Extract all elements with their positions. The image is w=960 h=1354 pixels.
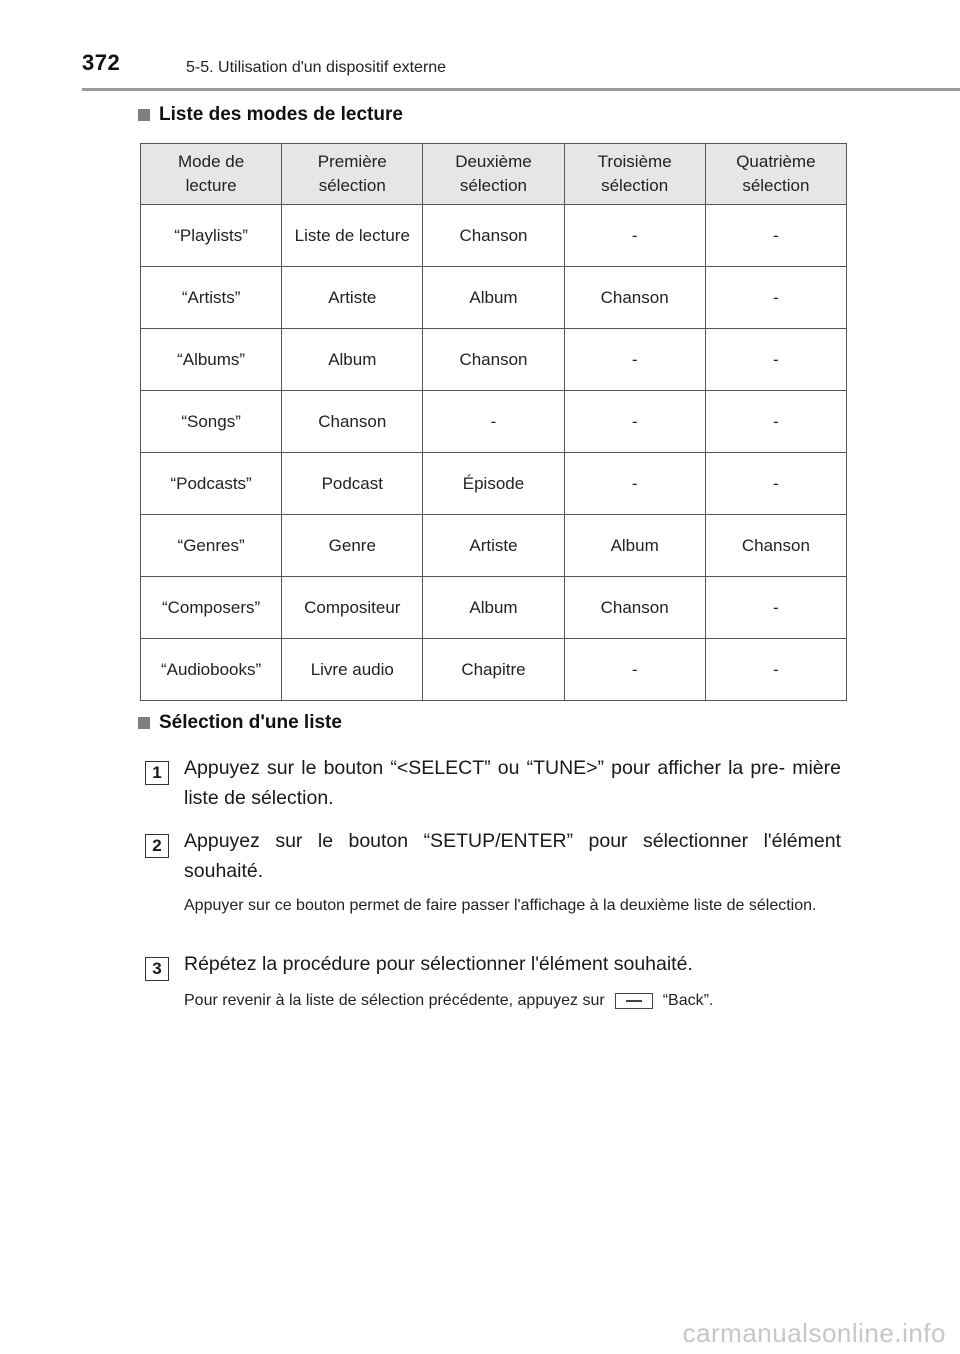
- table-cell: Album: [423, 267, 564, 329]
- table-cell: “Albums”: [141, 329, 282, 391]
- table-cell: Album: [564, 515, 705, 577]
- playback-modes-heading: [138, 104, 403, 126]
- table-cell: -: [705, 577, 846, 639]
- step-number-badge: 2: [145, 834, 169, 858]
- table-cell: “Playlists”: [141, 205, 282, 267]
- table-cell: Album: [282, 329, 423, 391]
- table-cell: Chanson: [564, 267, 705, 329]
- table-cell: Genre: [282, 515, 423, 577]
- table-cell: Chanson: [423, 205, 564, 267]
- table-cell: Chanson: [282, 391, 423, 453]
- step-text: Appuyez sur le bouton “<SELECT” ou “TUNE>” pour afficher la pre- mière liste de sélection.: [184, 757, 841, 809]
- header-third: Troisième sélection: [564, 144, 705, 205]
- table-cell: -: [705, 453, 846, 515]
- back-label: “Back”.: [662, 992, 714, 1009]
- table-cell: Épisode: [423, 453, 564, 515]
- playback-modes-title: Liste des modes de lecture: [159, 104, 403, 125]
- table-cell: Artiste: [282, 267, 423, 329]
- square-bullet-icon: [138, 109, 150, 121]
- step-number-badge: 1: [145, 761, 169, 785]
- table-row: [141, 515, 847, 577]
- table-cell: Chapitre: [423, 639, 564, 701]
- table-cell: -: [564, 639, 705, 701]
- list-selection-title: Sélection d'une liste: [159, 712, 342, 733]
- table-cell: -: [423, 391, 564, 453]
- table-cell: “Artists”: [141, 267, 282, 329]
- table-header-row: [141, 144, 847, 205]
- table-cell: -: [705, 205, 846, 267]
- table-row: [141, 267, 847, 329]
- back-button-icon: [615, 993, 653, 1009]
- table-cell: -: [705, 639, 846, 701]
- table-cell: -: [564, 329, 705, 391]
- header-first: Première sélection: [282, 144, 423, 205]
- table-cell: -: [564, 391, 705, 453]
- watermark: carmanualsonline.info: [682, 1318, 946, 1348]
- step-1: [145, 753, 841, 809]
- table-cell: Livre audio: [282, 639, 423, 701]
- table-cell: Podcast: [282, 453, 423, 515]
- step-number-badge: 3: [145, 957, 169, 981]
- table-cell: “Audiobooks”: [141, 639, 282, 701]
- step-text: Répétez la procédure pour sélectionner l'élément souhaité.: [184, 953, 693, 975]
- step-3: [145, 949, 693, 981]
- list-selection-heading: [138, 712, 342, 734]
- header-second: Deuxième sélection: [423, 144, 564, 205]
- header-mode: Mode de lecture: [141, 144, 282, 205]
- page-header: [0, 0, 960, 92]
- table-cell: -: [564, 453, 705, 515]
- step-2: [145, 826, 841, 882]
- table-cell: Chanson: [564, 577, 705, 639]
- table-cell: Compositeur: [282, 577, 423, 639]
- table-cell: “Genres”: [141, 515, 282, 577]
- table-cell: Album: [423, 577, 564, 639]
- table-row: [141, 453, 847, 515]
- table-cell: -: [705, 391, 846, 453]
- page-number: 372: [82, 50, 121, 75]
- table-cell: -: [564, 205, 705, 267]
- section-title: 5-5. Utilisation d'un dispositif externe: [186, 59, 447, 76]
- step-3-note-text: Pour revenir à la liste de sélection précédente, appuyez sur: [184, 992, 605, 1009]
- table-cell: Liste de lecture: [282, 205, 423, 267]
- table-row: [141, 577, 847, 639]
- table-cell: Chanson: [423, 329, 564, 391]
- table-cell: -: [705, 267, 846, 329]
- playback-modes-table: [140, 143, 847, 701]
- table-cell: “Composers”: [141, 577, 282, 639]
- table-cell: Artiste: [423, 515, 564, 577]
- square-bullet-icon: [138, 717, 150, 729]
- table-cell: “Podcasts”: [141, 453, 282, 515]
- step-2-note: Appuyer sur ce bouton permet de faire passer l'affichage à la deuxième liste de sélection.: [184, 897, 817, 914]
- header-divider: [82, 88, 960, 91]
- table-row: [141, 391, 847, 453]
- step-text: Appuyez sur le bouton “SETUP/ENTER” pour sélectionner l'élément souhaité.: [184, 830, 841, 882]
- table-row: [141, 205, 847, 267]
- table-row: [141, 639, 847, 701]
- header-fourth: Quatrième sélection: [705, 144, 846, 205]
- step-3-note: [184, 988, 841, 1013]
- table-cell: “Songs”: [141, 391, 282, 453]
- table-cell: Chanson: [705, 515, 846, 577]
- table-row: [141, 329, 847, 391]
- table-cell: -: [705, 329, 846, 391]
